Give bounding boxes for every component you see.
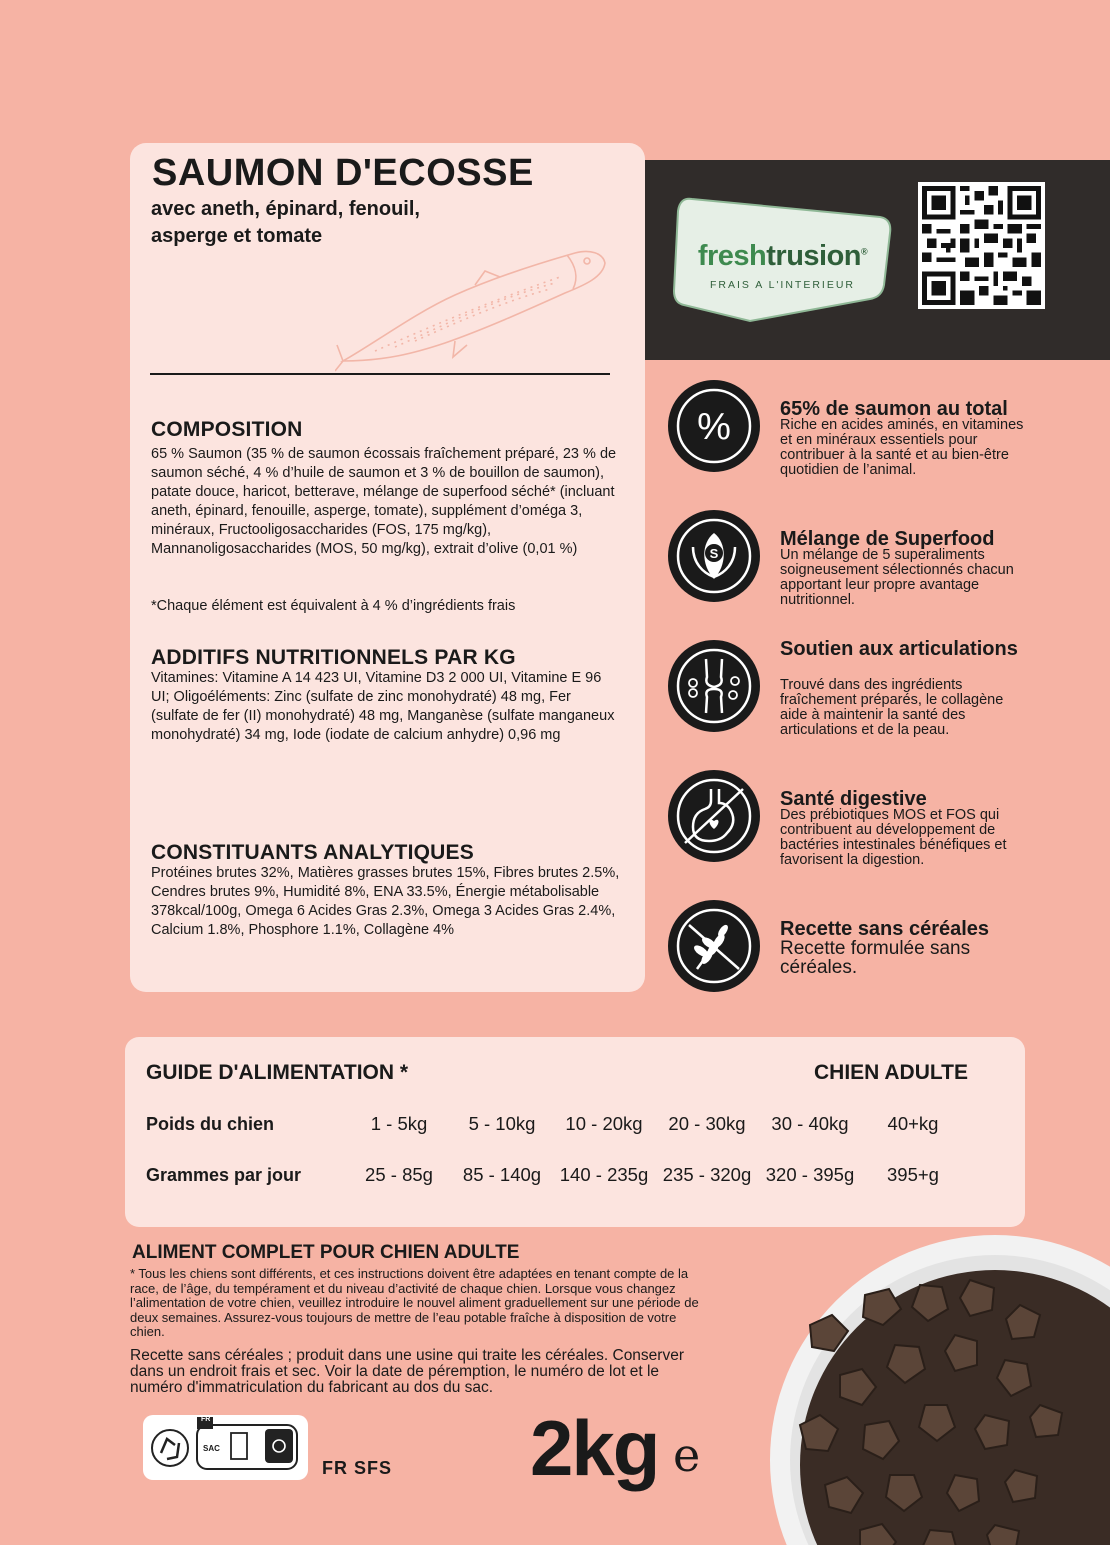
grams-cell: 235 - 320g <box>662 1164 752 1185</box>
recycling-sac: SAC <box>203 1444 220 1453</box>
language-codes: FR SFS <box>322 1458 393 1478</box>
recycling-country: FR <box>201 1416 211 1423</box>
feature-text-4: Des prébiotiques MOS et FOS qui contribuent au développement de bactéries intestinales bénéfiques et favorisent la digestion. <box>780 807 1007 868</box>
feature-title-3: Soutien aux articulations <box>780 638 1018 660</box>
composition-text: 65 % Saumon (35 % de saumon écossais fraîchement préparé, 23 % de saumon séché, 4 % d’huile de saumon et 3 % de bouillon de saumon), patate douce, haricot, betterave, mélange de superfood séché* (incluant aneth, épinard, fenouille, asperge, tomate), supplément d’oméga 3, minéraux, Fructooligosaccharides (FOS, 175 mg/kg), Mannanoligosaccharides (MOS, 50 mg/kg), extrait d’olive (0,01 %) <box>151 446 617 557</box>
joint-icon <box>668 640 760 732</box>
salmon-illustration-icon <box>335 233 610 373</box>
product-title: SAUMON D'ECOSSE <box>152 152 534 194</box>
superfood-leaf-icon <box>668 510 760 602</box>
recycling-label <box>143 1415 308 1480</box>
feeding-guide-title: GUIDE D'ALIMENTATION * <box>146 1061 409 1084</box>
complete-food-heading: ALIMENT COMPLET POUR CHIEN ADULTE <box>132 1242 520 1263</box>
brand-tagline: FRAIS A L'INTERIEUR <box>709 279 856 291</box>
composition-note: *Chaque élément est équivalent à 4 % d’ingrédients frais <box>151 598 516 614</box>
qr-code-icon[interactable] <box>918 182 1045 309</box>
feature-text-1: Riche en acides aminés, en vitamines et en minéraux essentiels pour contribuer à la santé et au bien-être quotidien de l’animal. <box>780 417 1024 478</box>
feature-title-1: 65% de saumon au total <box>780 398 1008 420</box>
grams-cell: 25 - 85g <box>365 1164 433 1185</box>
product-subtitle: avec aneth, épinard, fenouil, asperge et tomate <box>151 198 420 247</box>
stomach-icon <box>668 770 760 862</box>
storage-text: Recette sans céréales ; produit dans une usine qui traite les céréales. Conserver dans un endroit frais et sec. Voir la date de péremption, le numéro de lot et le numéro d'immatriculation du fabricant au dos du sac. <box>130 1347 684 1396</box>
additives-heading: ADDITIFS NUTRITIONNELS PAR KG <box>151 646 516 669</box>
registered-mark: ® <box>861 246 868 257</box>
kibble-bowl-image <box>770 1235 1110 1545</box>
percent-icon <box>668 380 760 472</box>
feature-title-4: Santé digestive <box>780 788 927 810</box>
brand-name-part2: trusion <box>766 240 862 272</box>
brand-logo <box>680 240 885 273</box>
grams-cell: 140 - 235g <box>559 1164 649 1185</box>
no-grain-icon <box>668 900 760 992</box>
svg-text:S: S <box>709 546 719 561</box>
feeding-guide-subtitle: CHIEN ADULTE <box>814 1061 968 1084</box>
weight-row-label: Poids du chien <box>146 1114 275 1134</box>
weight-cell: 10 - 20kg <box>565 1113 643 1134</box>
feature-text-3: Trouvé dans des ingrédients fraîchement préparés, le collagène aide à maintenir la santé des articulations et de la peau. <box>780 677 1004 738</box>
grams-cell: 395+g <box>887 1164 939 1185</box>
svg-text:%: % <box>697 406 731 448</box>
grams-row-label: Grammes par jour <box>146 1165 302 1185</box>
constituents-heading: CONSTITUANTS ANALYTIQUES <box>151 841 474 864</box>
weight-cell: 30 - 40kg <box>771 1113 849 1134</box>
divider <box>150 373 610 375</box>
feature-title-5: Recette sans céréales <box>780 918 990 940</box>
estimated-sign: e <box>673 1428 701 1482</box>
constituents-text: Protéines brutes 32%, Matières grasses brutes 15%, Fibres brutes 2.5%, Cendres brutes 9%, Humidité 8%, ENA 33.5%, Énergie métabolisable 378kcal/100g, Omega 6 Acides Gras 2.3%, Omega 3 Acides Gras 2.4%, Calcium 1.8%, Phosphore 1.1%, Collagène 4% <box>151 865 620 938</box>
weight-cell: 20 - 30kg <box>668 1113 746 1134</box>
grams-cell: 320 - 395g <box>765 1164 855 1185</box>
composition-heading: COMPOSITION <box>151 418 303 441</box>
additives-text: Vitamines: Vitamine A 14 423 UI, Vitamine D3 2 000 UI, Vitamine E 96 UI; Oligoéléments: Zinc (sulfate de zinc monohydraté) 48 mg, Fer (sulfate de fer (II) monohydraté) 48 mg, Manganèse (sulfate manganeux monohydraté) 34 mg, Iode (iodate de calcium anhydre) 0,96 mg <box>151 670 615 743</box>
feeding-note: * Tous les chiens sont différents, et ces instructions doivent être adaptées en tenant compte de la race, de l’âge, du tempérament et du niveau d’activité de chaque chien. Lorsque vous changez l’alimentation de votre chien, veuillez introduire le nouvel aliment graduellement sur une période de deux semaines. Assurez-vous toujours de mettre de l’eau potable fraîche à disposition de votre chien. <box>130 1266 699 1339</box>
feature-title-2: Mélange de Superfood <box>780 528 995 550</box>
brand-name-part1: fresh <box>697 240 767 272</box>
weight-cell: 1 - 5kg <box>370 1113 428 1134</box>
feature-text-5: Recette formulée sans céréales. <box>780 938 971 978</box>
feature-text-2: Un mélange de 5 superaliments soigneusement sélectionnés chacun apportant leur propre avantage nutritionnel. <box>780 547 1014 608</box>
net-weight: 2kg <box>530 1404 659 1492</box>
weight-cell: 40+kg <box>887 1113 939 1134</box>
grams-cell: 85 - 140g <box>462 1164 542 1185</box>
weight-cell: 5 - 10kg <box>468 1113 536 1134</box>
